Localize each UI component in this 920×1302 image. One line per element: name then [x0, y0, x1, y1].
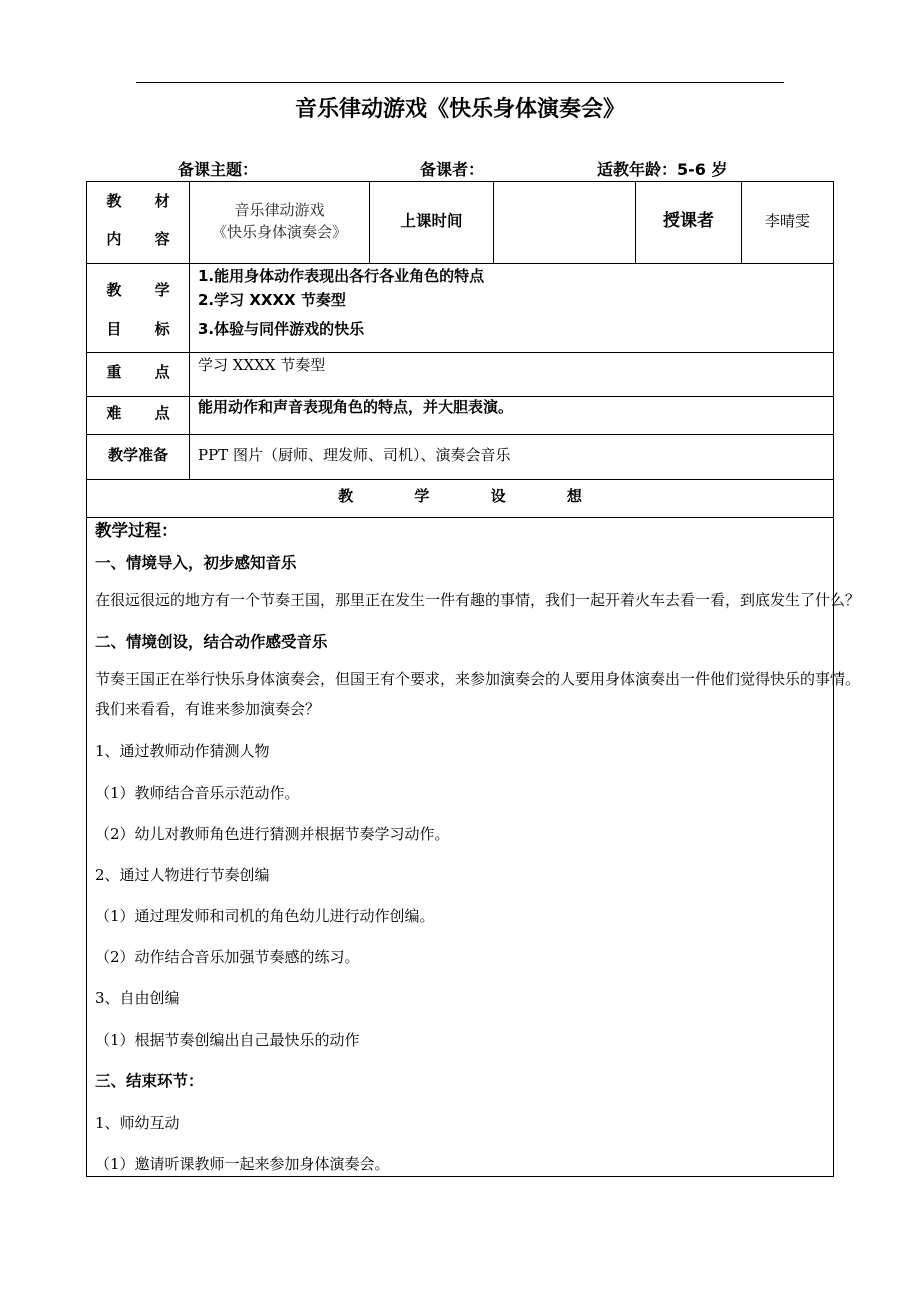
key-point-value: 学习 XXXX 节奏型: [198, 356, 326, 374]
subject-label: 备课主题：: [178, 160, 259, 179]
class-time-label: 上课时间: [400, 212, 463, 230]
document-title: 音乐律动游戏《快乐身体演奏会》: [294, 97, 625, 122]
process-line: 1、通过教师动作猜测人物: [95, 742, 270, 760]
goal-item: 1.能用身体动作表现出各行各业角色的特点: [198, 267, 485, 285]
lesson-plan-table: [86, 181, 861, 1177]
process-line: （2）幼儿对教师角色进行猜测并根据节奏学习动作。: [95, 825, 450, 843]
process-line: 2、通过人物进行节奏创编: [95, 866, 270, 884]
row-divider: [87, 479, 833, 480]
process-heading: 教学过程：: [95, 521, 178, 540]
teacher-label: 备课者：: [420, 160, 485, 179]
process-line: 节奏王国正在举行快乐身体演奏会，但国王有个要求，来参加演奏会的人要用身体演奏出一件他们觉得快乐的事情。: [95, 670, 861, 688]
section-heading: 二、情境创设，结合动作感受音乐: [95, 633, 328, 651]
difficulty-value: 能用动作和声音表现角色的特点，并大胆表演。: [198, 398, 514, 416]
material-value-line2: 《快乐身体演奏会》: [211, 223, 347, 241]
lecturer-value: 李晴雯: [764, 212, 810, 230]
row-divider: [87, 434, 833, 435]
process-line: 我们来看看，有谁来参加演奏会？: [95, 700, 321, 718]
material-label-line2: 内 容: [106, 230, 184, 248]
row-divider: [87, 263, 833, 264]
section-heading: 三、结束环节：: [95, 1072, 204, 1090]
design-header: 教 学 设 想: [338, 487, 610, 505]
process-line: （1）邀请听课教师一起来参加身体演奏会。: [95, 1155, 390, 1173]
goal-item: 2.学习 XXXX 节奏型: [198, 291, 346, 309]
process-line: （1）根据节奏创编出自己最快乐的动作: [95, 1031, 360, 1049]
row-divider: [87, 517, 833, 518]
goals-label-line2: 目 标: [106, 320, 184, 338]
age-label: 适教年龄：5-6 岁: [597, 160, 728, 179]
material-label-line1: 教 材: [106, 192, 184, 210]
section-heading: 一、情境导入，初步感知音乐: [95, 554, 297, 572]
process-line: （1）教师结合音乐示范动作。: [95, 784, 300, 802]
process-line: 3、自由创编: [95, 989, 180, 1007]
process-line: 1、师幼互动: [95, 1114, 180, 1132]
row-divider: [87, 352, 833, 353]
process-line: 在很远很远的地方有一个节奏王国，那里正在发生一件有趣的事情，我们一起开着火车去看一看，到底发生了什么？: [95, 591, 861, 609]
process-line: （2）动作结合音乐加强节奏感的练习。: [95, 948, 360, 966]
difficulty-label: 难 点: [106, 404, 184, 422]
process-line: （1）通过理发师和司机的角色幼儿进行动作创编。: [95, 907, 435, 925]
header-rule: [136, 82, 784, 83]
preparation-label: 教学准备: [107, 446, 168, 464]
lecturer-label: 授课者: [663, 211, 714, 231]
preparation-value: PPT 图片（厨师、理发师、司机）、演奏会音乐: [198, 446, 511, 464]
column-divider: [493, 182, 494, 263]
goals-label-line1: 教 学: [106, 281, 184, 299]
material-value-line1: 音乐律动游戏: [234, 201, 325, 219]
goal-item: 3.体验与同伴游戏的快乐: [198, 320, 365, 338]
key-point-label: 重 点: [106, 363, 184, 381]
